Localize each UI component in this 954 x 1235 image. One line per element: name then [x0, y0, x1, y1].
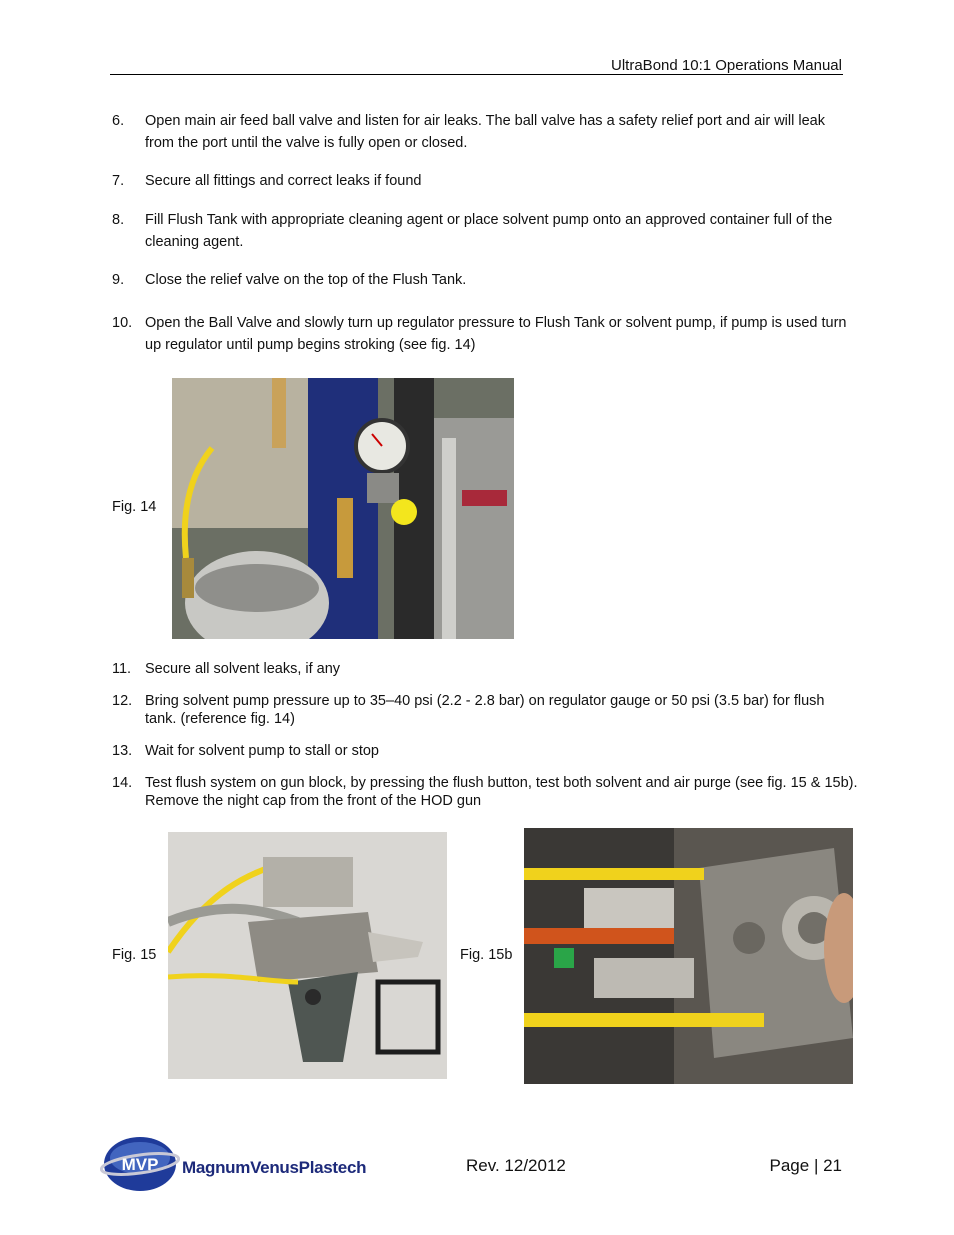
step-number: 11. [112, 661, 132, 677]
step-10 [112, 312, 872, 356]
revision-date: Rev. 12/2012 [466, 1156, 566, 1175]
step-number: 10. [112, 315, 133, 331]
step-text: Test flush system on gun block, by pressing the flush button, test both solvent and air purge (see fig. 15 & 15b). Remove the night cap from the front of the HOD gun [145, 775, 858, 809]
step-text: Open the Ball Valve and slowly turn up regulator pressure to Flush Tank or solvent pump, if pump is used turn up regulator until pump begins stroking (see fig. 14) [145, 315, 847, 353]
step-number: 8. [112, 212, 125, 228]
step-12 [112, 692, 872, 728]
step-number: 13. [112, 743, 133, 759]
step-number: 9. [112, 272, 125, 288]
step-7 [112, 170, 872, 192]
page-number: Page | 21 [769, 1156, 842, 1175]
fig-14-photo [172, 378, 514, 639]
step-text: Bring solvent pump pressure up to 35–40 psi (2.2 - 2.8 bar) on regulator gauge or 50 psi (3.5 bar) for flush tank. (reference fig. 14) [145, 693, 825, 727]
header-divider [110, 74, 843, 75]
step-number: 6. [112, 113, 125, 129]
step-13 [112, 742, 872, 760]
company-name: MagnumVenusPlastech [182, 1158, 367, 1177]
step-11 [112, 660, 872, 678]
step-number: 14. [112, 775, 133, 791]
step-number: 7. [112, 173, 125, 189]
logo-badge-text: MVP [121, 1155, 159, 1174]
fig-15b-photo [524, 828, 853, 1084]
step-14 [112, 774, 872, 810]
fig-15b-caption: Fig. 15b [460, 947, 513, 963]
step-text: Secure all fittings and correct leaks if found [145, 173, 422, 189]
step-9 [112, 269, 872, 291]
step-text: Close the relief valve on the top of the Flush Tank. [145, 272, 467, 288]
fig-14-caption: Fig. 14 [112, 499, 157, 515]
step-text: Secure all solvent leaks, if any [145, 661, 341, 677]
step-text: Wait for solvent pump to stall or stop [145, 743, 379, 759]
mvp-logo [100, 1134, 180, 1196]
fig-15-caption: Fig. 15 [112, 947, 157, 963]
step-8 [112, 209, 872, 253]
step-number: 12. [112, 693, 133, 709]
step-text: Fill Flush Tank with appropriate cleaning agent or place solvent pump onto an approved container full of the cleaning agent. [145, 212, 833, 250]
manual-title: UltraBond 10:1 Operations Manual [611, 57, 842, 74]
step-text: Open main air feed ball valve and listen for air leaks. The ball valve has a safety relief port and air will leak from the port until the valve is fully open or closed. [145, 113, 825, 151]
step-6 [112, 110, 872, 154]
fig-15-photo [168, 832, 447, 1079]
